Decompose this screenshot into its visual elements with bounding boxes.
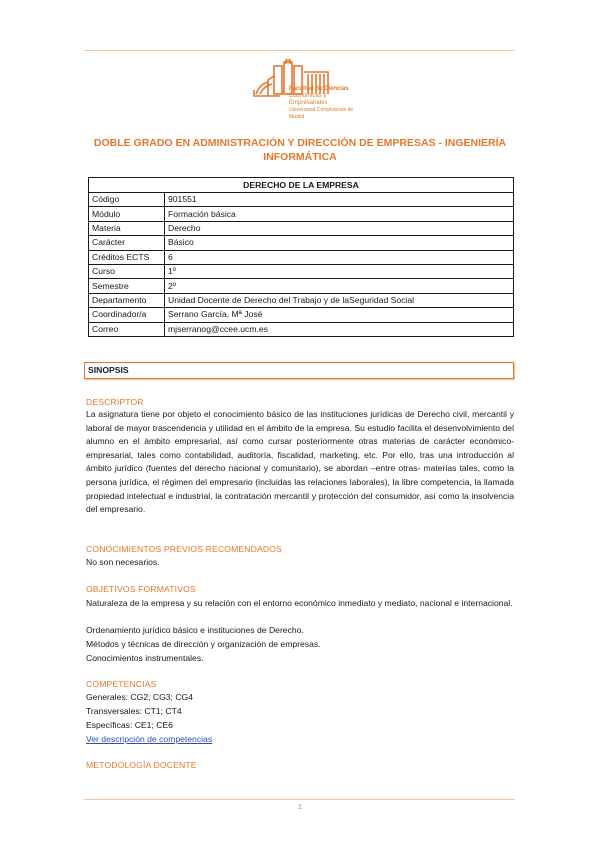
row-key: Materia (89, 221, 165, 235)
bottom-rule (84, 799, 515, 800)
table-row (89, 221, 514, 235)
competencias-especificas: Específicas: CE1; CE6 (86, 720, 173, 730)
logo-line: Facultad de Ciencias (289, 86, 349, 92)
row-value: Formación básica (165, 207, 514, 221)
row-key: Coordinador/a (89, 308, 165, 322)
row-key: Curso (89, 264, 165, 278)
table-row (89, 279, 514, 293)
table-row (89, 322, 514, 336)
row-value: 6 (165, 250, 514, 264)
objetivos-line: Conocimientos instrumentales. (86, 653, 204, 663)
page-number: 1 (298, 804, 302, 811)
row-value: 901551 (165, 193, 514, 207)
conocimientos-heading: CONOCIMIENTOS PREVIOS RECOMENDADOS (86, 544, 282, 554)
row-key: Semestre (89, 279, 165, 293)
logo-line: Universidad Complutense de Madrid (289, 107, 354, 120)
row-key: Código (89, 193, 165, 207)
row-key: Módulo (89, 207, 165, 221)
row-value: mjserranog@ccee.ucm.es (165, 322, 514, 336)
descriptor-heading: DESCRIPTOR (86, 397, 144, 407)
logo-line: Económicas y Empresariales (289, 93, 328, 106)
page-title: DOBLE GRADO EN ADMINISTRACIÓN Y DIRECCIÓN DE EMPRESAS - INGENIERÍA INFORMÁTICA (93, 137, 507, 163)
objetivos-paragraph: Naturaleza de la empresa y su relación con el entorno económico inmediato y mediato, nacional e internacional. (86, 598, 513, 608)
row-value: 1º (165, 264, 514, 278)
table-row (89, 250, 514, 264)
table-row (89, 193, 514, 207)
row-value: Serrano García, Mª José (165, 308, 514, 322)
descriptor-text: La asignatura tiene por objeto el conocimiento básico de las instituciones jurídicas de Derecho civil, mercantil y laboral de mayor trascendencia y utilidad en el ámbito de la empresa. Su estudio facilita el desenvolvimiento del alumno en el ámbito empresarial, así como cursar posteriormente otras materias de carácter económico-empresarial, tales como contabilidad, auditoría, fiscalidad, marketing, etc. Por ello, tras una introducción al ámbito jurídico (fuentes del derecho nacional y comunitario), se abordan –entre otras- materias tales, como la persona jurídica, el régimen del empresario (incluidas las relaciones laborales), la libre competencia, la llamada propiedad intelectual e industrial, la contratación mercantil y protección del consumidor, así como la insolvencia del empresario. (86, 409, 514, 515)
row-value: Unidad Docente de Derecho del Trabajo y de laSeguridad Social (165, 293, 514, 307)
table-row (89, 264, 514, 278)
table-row (89, 308, 514, 322)
row-key: Créditos ECTS (89, 250, 165, 264)
row-key: Carácter (89, 236, 165, 250)
metodologia-heading: METODOLOGÍA DOCENTE (86, 760, 197, 770)
objetivos-line: Ordenamiento jurídico básico e instituciones de Derecho. (86, 625, 304, 635)
competencias-description-link[interactable]: Ver descripción de competencias (86, 734, 213, 744)
table-row (89, 207, 514, 221)
competencias-transversales: Transversales: CT1; CT4 (86, 706, 182, 716)
row-key: Departamento (89, 293, 165, 307)
row-value: Básico (165, 236, 514, 250)
competencias-generales: Generales: CG2; CG3; CG4 (86, 692, 193, 702)
table-header-row (89, 178, 514, 193)
conocimientos-text: No son necesarios. (86, 557, 160, 567)
top-rule (84, 50, 515, 51)
objetivos-heading: OBJETIVOS FORMATIVOS (86, 584, 196, 594)
course-info-table (88, 177, 514, 337)
competencias-heading: COMPETENCIAS (86, 679, 157, 689)
row-key: Correo (89, 322, 165, 336)
course-name: DERECHO DE LA EMPRESA (89, 178, 514, 193)
row-value: 2º (165, 279, 514, 293)
sinopsis-section-header: SINOPSIS (84, 362, 514, 379)
objetivos-line: Métodos y técnicas de dirección y organización de empresas. (86, 639, 321, 649)
logo-caption (289, 86, 359, 121)
table-row (89, 236, 514, 250)
table-row (89, 293, 514, 307)
row-value: Derecho (165, 221, 514, 235)
